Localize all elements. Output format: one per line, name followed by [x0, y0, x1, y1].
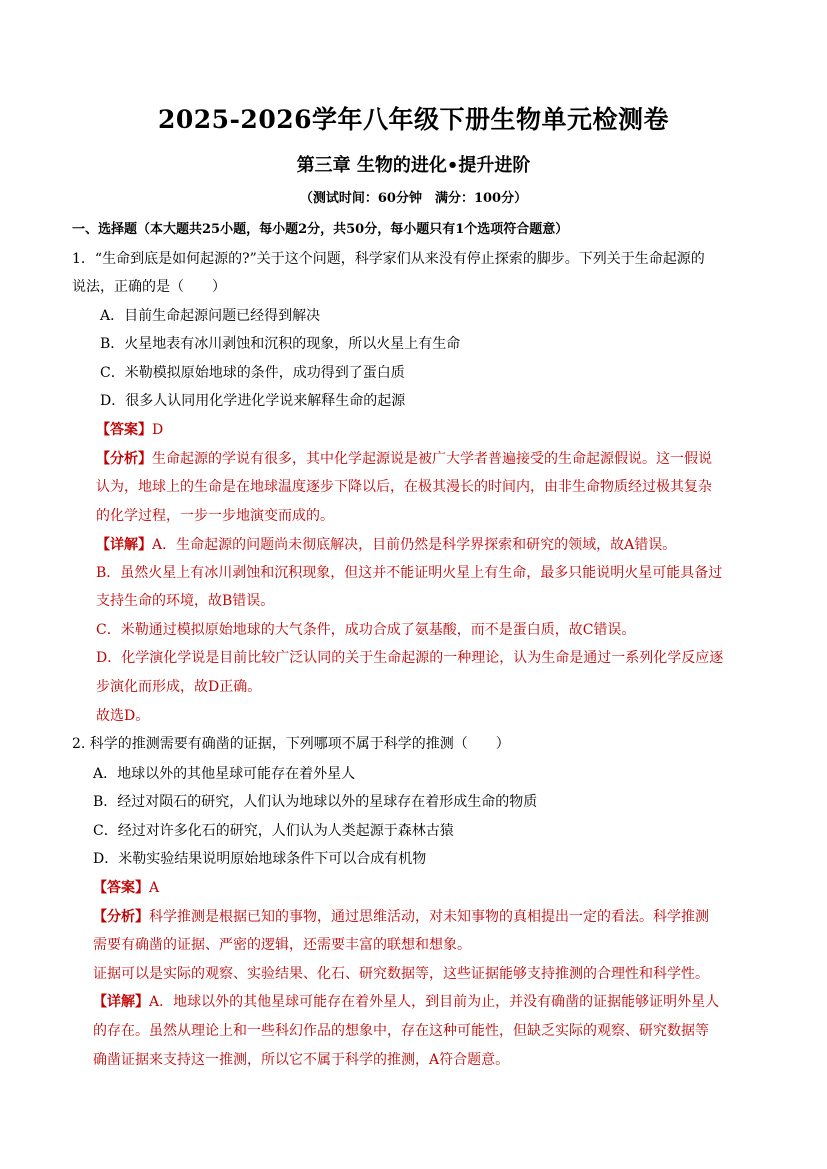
q1-detail-tag: 【详解】: [96, 537, 152, 553]
q1-stem-line2: 说法，正确的是（ ）: [72, 279, 226, 295]
q1-option-b: B．火星地表有冰川剥蚀和沉积的现象，所以火星上有生命: [100, 336, 461, 352]
q2-answer-tag: 【答案】: [93, 880, 149, 896]
q2-analysis-tag: 【分析】: [93, 909, 149, 925]
q1-conclusion: 故选D。: [96, 708, 150, 724]
q1-detail-line4: C．米勒通过模拟原始地球的大气条件，成功合成了氨基酸，而不是蛋白质，故C错误。: [96, 622, 636, 638]
q1-analysis-tag: 【分析】: [96, 451, 152, 467]
q1-detail-line5: D．化学演化学说是目前比较广泛认同的关于生命起源的一种理论，认为生命是通过一系列化学反应逐: [96, 650, 724, 666]
q1-detail-line1: [96, 534, 676, 554]
q2-answer: [93, 877, 159, 897]
q2-detail-line3: 确凿证据来支持这一推测，所以它不属于科学的推测，A符合题意。: [93, 1052, 510, 1068]
q2-answer-value: A: [149, 880, 160, 896]
q1-detail-line3: 支持生命的环境，故B错误。: [96, 593, 275, 609]
q2-option-a: A．地球以外的其他星球可能存在着外星人: [93, 766, 356, 782]
q2-detail-line1: [93, 991, 719, 1011]
q2-detail-tag: 【详解】: [93, 994, 149, 1010]
page-title: 2025-2026学年八年级下册生物单元检测卷: [157, 105, 670, 134]
q1-option-d: D．很多人认同用化学进化学说来解释生命的起源: [100, 393, 406, 409]
q2-option-d: D．米勒实验结果说明原始地球条件下可以合成有机物: [93, 851, 427, 867]
q1-detail-line6: 步演化而形成，故D正确。: [96, 679, 262, 695]
q2-stem: 2. 科学的推测需要有确凿的证据，下列哪项不属于科学的推测（ ）: [72, 736, 510, 752]
q2-detail-line2: 的存在。虽然从理论上和一些科幻作品的想象中，存在这种可能性，但缺乏实际的观察、研究数据等: [93, 1023, 709, 1039]
test-info: （测试时间：60分钟 满分：100分）: [299, 191, 528, 206]
section-title: 一、选择题（本大题共25小题，每小题2分，共50分，每小题只有1个选项符合题意）: [72, 222, 569, 237]
q2-detail-text: A．地球以外的其他星球可能存在着外星人，到目前为止，并没有确凿的证据能够证明外星人: [149, 994, 720, 1010]
q1-answer-value: D: [152, 422, 164, 438]
q1-analysis-line2: 认为，地球上的生命是在地球温度逐步下降以后，在极其漫长的时间内，由非生命物质经过极其复杂: [96, 479, 712, 495]
q2-analysis-line1: [93, 906, 709, 926]
q1-stem-line1: 1．“生命到底是如何起源的?”关于这个问题，科学家们从来没有停止探索的脚步。下列关于生命起源的: [72, 251, 705, 267]
q1-analysis-line3: 的化学过程，一步一步地演变而成的。: [96, 508, 334, 524]
q1-answer-tag: 【答案】: [96, 422, 152, 438]
q2-option-b: B．经过对陨石的研究，人们认为地球以外的星球存在着形成生命的物质: [93, 794, 538, 810]
q2-option-c: C．经过对许多化石的研究，人们认为人类起源于森林古猿: [93, 823, 454, 839]
q1-analysis-line1: [96, 448, 712, 468]
q1-option-c: C．米勒模拟原始地球的条件，成功得到了蛋白质: [100, 365, 405, 381]
q1-detail-line2: B．虽然火星上有冰川剥蚀和沉积现象，但这并不能证明火星上有生命，最多只能说明火星可能具备过: [96, 565, 723, 581]
q1-answer: [96, 419, 163, 439]
q1-option-a: A．目前生命起源问题已经得到解决: [100, 308, 321, 324]
q2-analysis-text: 科学推测是根据已知的事物，通过思维活动，对未知事物的真相提出一定的看法。科学推测: [149, 909, 709, 925]
q2-analysis-line3: 证据可以是实际的观察、实验结果、化石、研究数据等，这些证据能够支持推测的合理性和科学性。: [93, 966, 709, 982]
q2-analysis-line2: 需要有确凿的证据、严密的逻辑，还需要丰富的联想和想象。: [93, 937, 471, 953]
chapter-subtitle: 第三章 生物的进化•提升进阶: [296, 155, 531, 176]
q1-detail-text: A．生命起源的问题尚未彻底解决，目前仍然是科学界探索和研究的领域，故A错误。: [152, 537, 677, 553]
q1-analysis-text: 生命起源的学说有很多，其中化学起源说是被广大学者普遍接受的生命起源假说。这一假说: [152, 451, 712, 467]
